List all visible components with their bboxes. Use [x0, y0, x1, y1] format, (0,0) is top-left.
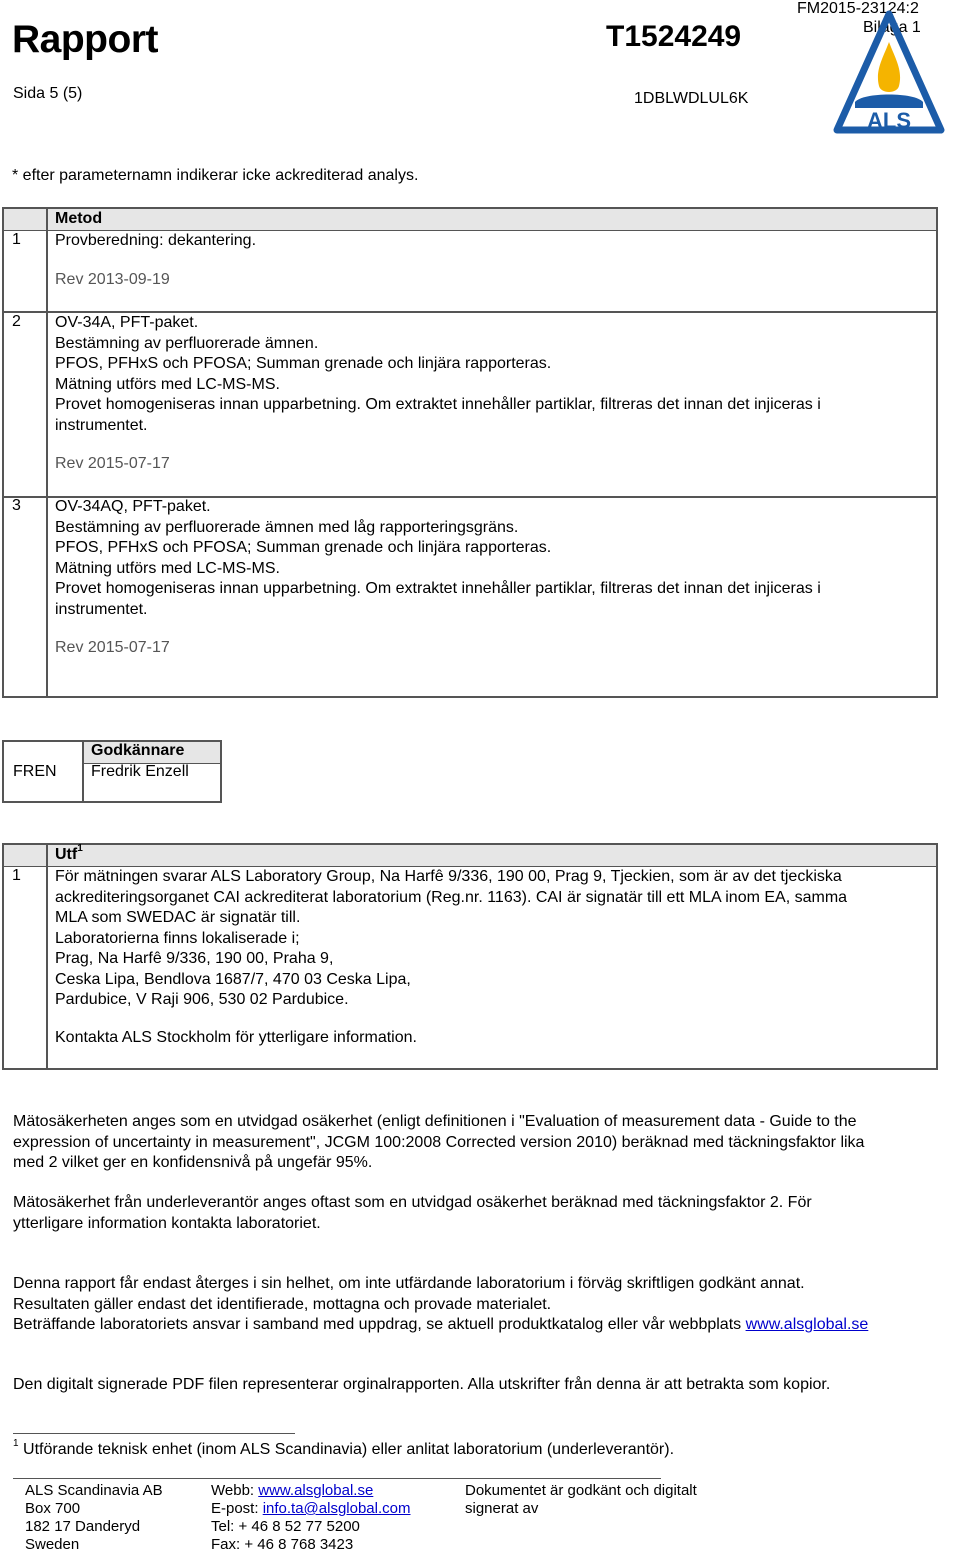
performer-text: För mätningen svarar ALS Laboratory Group, Na Harfê 9/336, 190 00, Prag 9, Tjeckien, som är av det tjeckiska ackrediteringsorganet CAI ackrediterat laboratorium (Reg.nr. 1163). CAI är signatär till ett MLA inom EA, samma MLA som SWEDAC är signatär till. Laboratorierna finns lokaliserade i; Prag, Na Harfê 9/336, 190 00, Praha 9, Ceska Lipa, Bendlova 1687/7, 470 03 Ceska Lipa, Pardubice, V Raji 906, 530 02 Pardubice. — [55, 868, 848, 1008]
approver-code: FREN — [13, 763, 57, 780]
report-number: T1524249 — [606, 20, 742, 53]
footer-signature-note: Dokumentet är godkänt och digitalt signerat av — [465, 1482, 697, 1517]
page-indicator: Sida 5 (5) — [13, 85, 83, 102]
report-title: Rapport — [12, 18, 158, 61]
approver-name: Fredrik Enzell — [91, 763, 189, 780]
subcontractor-paragraph: Mätosäkerhet från underleverantör anges oftast som en utvidgad osäkerhet beräknad med täckningsfaktor 2. För ytterligare information kontakta laboratoriet. — [13, 1194, 812, 1232]
footnote: $^1$ Utförande teknisk enhet (inom ALS Scandinavia) eller anlitat laboratorium (underleverantör). — [13, 1438, 675, 1458]
approver-heading: Godkännare — [91, 742, 185, 759]
method-item: OV-34AQ, PFT-paket. Bestämning av perfluorerade ämnen med låg rapporteringsgräns. PFOS, PFHxS och PFOSA; Summan grenade och linjära rapporteras. Mätning utförs med LC-MS-MS. Provet homogeniseras innan upparbetning. Om extraktet innehåller partiklar, filtreras det innan det injiceras i instrumentet. — [55, 498, 821, 618]
revision-date: Rev 2015-07-17 — [55, 639, 170, 656]
performer-number: 1 — [12, 867, 21, 884]
method-item: Provberedning: dekantering. — [55, 232, 257, 249]
footer-contact: Webb: www.alsglobal.se E-post: info.ta@alsglobal.com Tel: + 46 8 52 77 5200 Fax: + 46 8 768 3423 — [211, 1482, 411, 1553]
method-number: 2 — [12, 313, 21, 330]
method-number: 3 — [12, 497, 21, 514]
performer-heading: Utf$^1$ — [55, 843, 83, 863]
accreditation-note: * efter parameternamn indikerar icke ackrediterad analys. — [12, 167, 419, 184]
method-item: OV-34A, PFT-paket. Bestämning av perfluorerade ämnen. PFOS, PFHxS och PFOSA; Summan grenade och linjära rapporteras. Mätning utförs med LC-MS-MS. Provet homogeniseras innan upparbetning. Om extraktet innehåller partiklar, filtreras det innan det injiceras i instrumentet. — [55, 314, 821, 434]
footnote-divider — [13, 1433, 295, 1434]
footer-email-link[interactable]: info.ta@alsglobal.com — [262, 1500, 411, 1517]
footer-address: ALS Scandinavia AB Box 700 182 17 Danderyd Sweden — [25, 1482, 163, 1553]
revision-date: Rev 2013-09-19 — [55, 271, 170, 288]
uncertainty-paragraph: Mätosäkerheten anges som en utvidgad osäkerhet (enligt definitionen i "Evaluation of measurement data - Guide to the expression of uncertainty in measurement", JCGM 100:2008 Corrected version 2010) beräknad med täckningsfaktor lika med 2 vilket ger en konfidensnivå på ungefär 95%. — [13, 1113, 865, 1171]
form-code: FM2015-23124:2 — [797, 0, 919, 17]
method-heading: Metod — [55, 210, 103, 227]
als-logo — [833, 6, 945, 134]
performer-contact: Kontakta ALS Stockholm för ytterligare information. — [55, 1029, 417, 1046]
digital-signature-note: Den digitalt signerade PDF filen representerar orginalrapporten. Alla utskrifter från denna är att betrakta som kopior. — [13, 1376, 831, 1393]
footer-divider — [13, 1478, 661, 1479]
reproduction-paragraph: Denna rapport får endast återges i sin helhet, om inte utfärdande laboratorium i förväg skriftligen godkänt annat. Resultaten gäller endast det identifierade, mottagna och provade materialet. Beträffande laboratoriets ansvar i samband med uppdrag, se aktuell produktkatalog eller vår webbplats www.alsglobal.se — [13, 1275, 869, 1333]
svg-text:ALS: ALS — [867, 108, 911, 133]
attachment-label: Bilaga 1 — [863, 19, 921, 36]
method-number: 1 — [12, 231, 21, 248]
document-code: 1DBLWDLUL6K — [634, 90, 749, 107]
footer-website-link[interactable]: www.alsglobal.se — [258, 1482, 374, 1499]
website-link[interactable]: www.alsglobal.se — [745, 1316, 869, 1333]
revision-date: Rev 2015-07-17 — [55, 455, 170, 472]
